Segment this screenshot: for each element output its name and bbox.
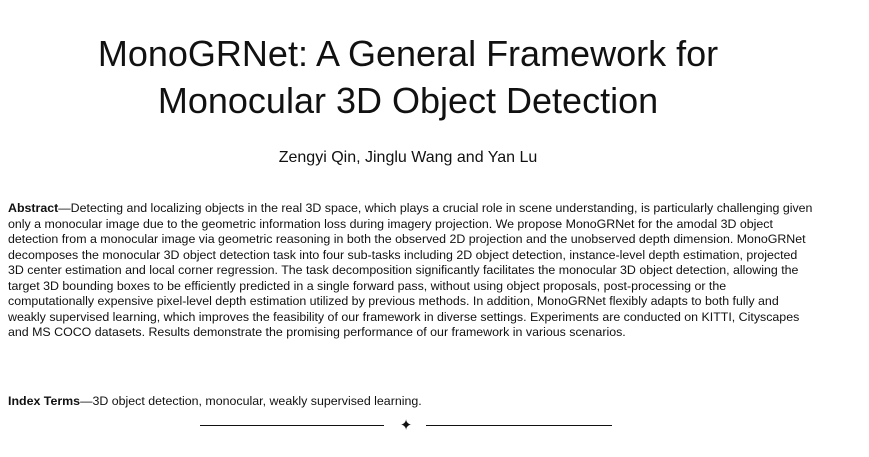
- index-terms-paragraph: [8, 393, 814, 409]
- separator-rule-right: [426, 425, 612, 426]
- author-list: Zengyi Qin, Jinglu Wang and Yan Lu: [278, 149, 538, 166]
- diamond-icon: ✦: [399, 417, 413, 434]
- separator-rule-left: [200, 425, 384, 426]
- abstract-paragraph: [8, 201, 814, 341]
- abstract-label: Abstract: [8, 201, 59, 215]
- section-separator: [200, 416, 612, 436]
- index-terms-text: —3D object detection, monocular, weakly supervised learning.: [80, 394, 422, 408]
- index-terms-label: Index Terms: [8, 394, 81, 408]
- corner-mark: ': [832, 0, 834, 6]
- abstract-text: —Detecting and localizing objects in the real 3D space, which plays a crucial role in scene understanding, is particularly challenging given only a monocular image due to the geometric information loss during imagery projection. We propose MonoGRNet for the amodal 3D object detection from a monocular image via geometric reasoning in both the observed 2D projection and the unobserved depth dimension. MonoGRNet decomposes the monocular 3D object detection task into four sub-tasks including 2D object detection, instance-level depth estimation, projected 3D center estimation and local corner regression. The task decomposition significantly facilitates the monocular 3D object detection, allowing the target 3D bounding boxes to be efficiently predicted in a single forward pass, without using object proposals, post-processing or the computationally expensive pixel-level depth estimation utilized by previous methods. In addition, MonoGRNet flexibly adapts to both fully and weakly supervised learning, which improves the feasibility of our framework in diverse settings. Experiments are conducted on KITTI, Cityscapes and MS COCO datasets. Results demonstrate the promising performance of our framework in various scenarios.: [8, 201, 813, 339]
- paper-title: MonoGRNet: A General Framework for Monocular 3D Object Detection: [97, 33, 719, 121]
